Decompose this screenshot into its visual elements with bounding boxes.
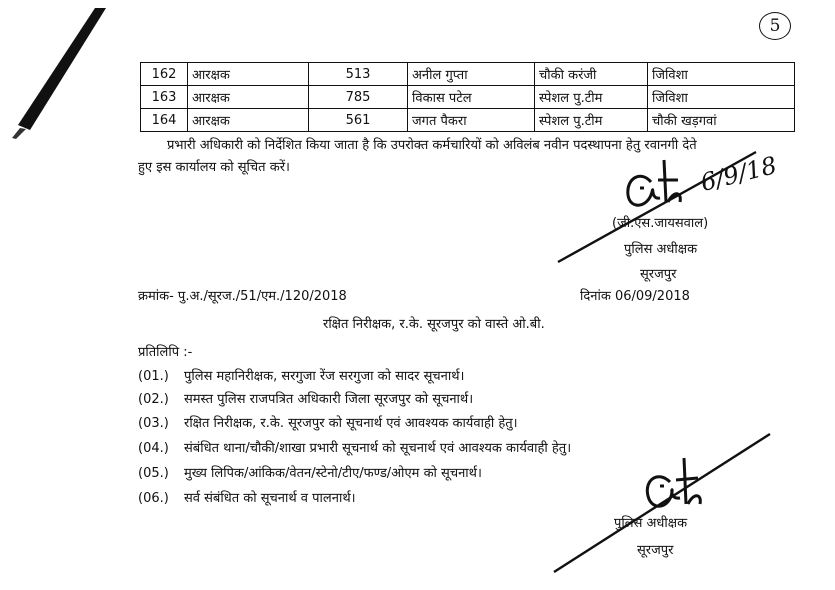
copy-num: (01.) (138, 369, 169, 384)
copy-num: (02.) (138, 392, 169, 407)
copy-text: रक्षित निरीक्षक, र.के. सूरजपुर को सूचनार्थ एवं आवश्यक कार्यवाही हेतु। (184, 416, 518, 431)
instruction-line-2: हुए इस कार्यालय को सूचित करें। (138, 160, 290, 175)
copy-num: (04.) (138, 441, 169, 456)
cell-rank: आरक्षक (188, 86, 309, 109)
cell-from: चौकी करंजी (535, 63, 648, 86)
signatory-place: सूरजपुर (640, 267, 677, 282)
cell-name: अनील गुप्ता (408, 63, 535, 86)
copy-num: (05.) (138, 466, 169, 481)
table-row (141, 63, 795, 86)
copy-heading: प्रतिलिपि :- (138, 345, 193, 360)
cell-number: 785 (309, 86, 408, 109)
cell-rank: आरक्षक (188, 109, 309, 132)
instruction-line-1: प्रभारी अधिकारी को निर्देशित किया जाता है कि उपरोक्त कर्मचारियों को अविलंब नवीन पदस्थापना हेतु रवानगी देते (167, 138, 697, 153)
signatory-designation: पुलिस अधीक्षक (624, 242, 698, 257)
cell-name: जगत पैकरा (408, 109, 535, 132)
cell-to: जिविशा (648, 63, 795, 86)
page-number: 5 (769, 16, 781, 36)
copy-text: सर्व संबंधित को सूचनार्थ व पालनार्थ। (184, 491, 356, 506)
cell-from: स्पेशल पु.टीम (535, 86, 648, 109)
cell-sno: 163 (141, 86, 188, 109)
cell-rank: आरक्षक (188, 63, 309, 86)
order-addressee: रक्षित निरीक्षक, र.के. सूरजपुर को वास्ते ओ.बी. (323, 317, 545, 332)
page-number-circle (759, 12, 791, 40)
cell-number: 561 (309, 109, 408, 132)
cell-from: स्पेशल पु.टीम (535, 109, 648, 132)
cell-sno: 162 (141, 63, 188, 86)
transfer-table (140, 62, 795, 132)
order-number: क्रमांक- पु.अ./सूरज./51/एम./120/2018 (138, 289, 347, 304)
signatory-2-place: सूरजपुर (637, 543, 674, 558)
signature-date-1: 6/9/18 (697, 151, 780, 197)
cell-sno: 164 (141, 109, 188, 132)
table-row (141, 109, 795, 132)
scan-edge-mark (0, 0, 120, 140)
copy-text: समस्त पुलिस राजपत्रित अधिकारी जिला सूरजपुर को सूचनार्थ। (184, 392, 474, 407)
table-row (141, 86, 795, 109)
copy-text: मुख्य लिपिक/आंकिक/वेतन/स्टेनो/टीए/फण्ड/ओएम को सूचनार्थ। (184, 466, 482, 481)
cell-to: जिविशा (648, 86, 795, 109)
signatory-2-designation: पुलिस अधीक्षक (614, 516, 688, 531)
cell-to: चौकी खड़गवां (648, 109, 795, 132)
copy-num: (03.) (138, 416, 169, 431)
order-date: दिनांक 06/09/2018 (580, 289, 690, 304)
copy-num: (06.) (138, 491, 169, 506)
copy-text: संबंधित थाना/चौकी/शाखा प्रभारी सूचनार्थ को सूचनार्थ एवं आवश्यक कार्यवाही हेतु। (184, 441, 572, 456)
signatory-name: (जी.एस.जायसवाल) (612, 216, 709, 231)
cell-number: 513 (309, 63, 408, 86)
copy-text: पुलिस महानिरीक्षक, सरगुजा रेंज सरगुजा को सादर सूचनार्थ। (184, 369, 465, 384)
cell-name: विकास पटेल (408, 86, 535, 109)
